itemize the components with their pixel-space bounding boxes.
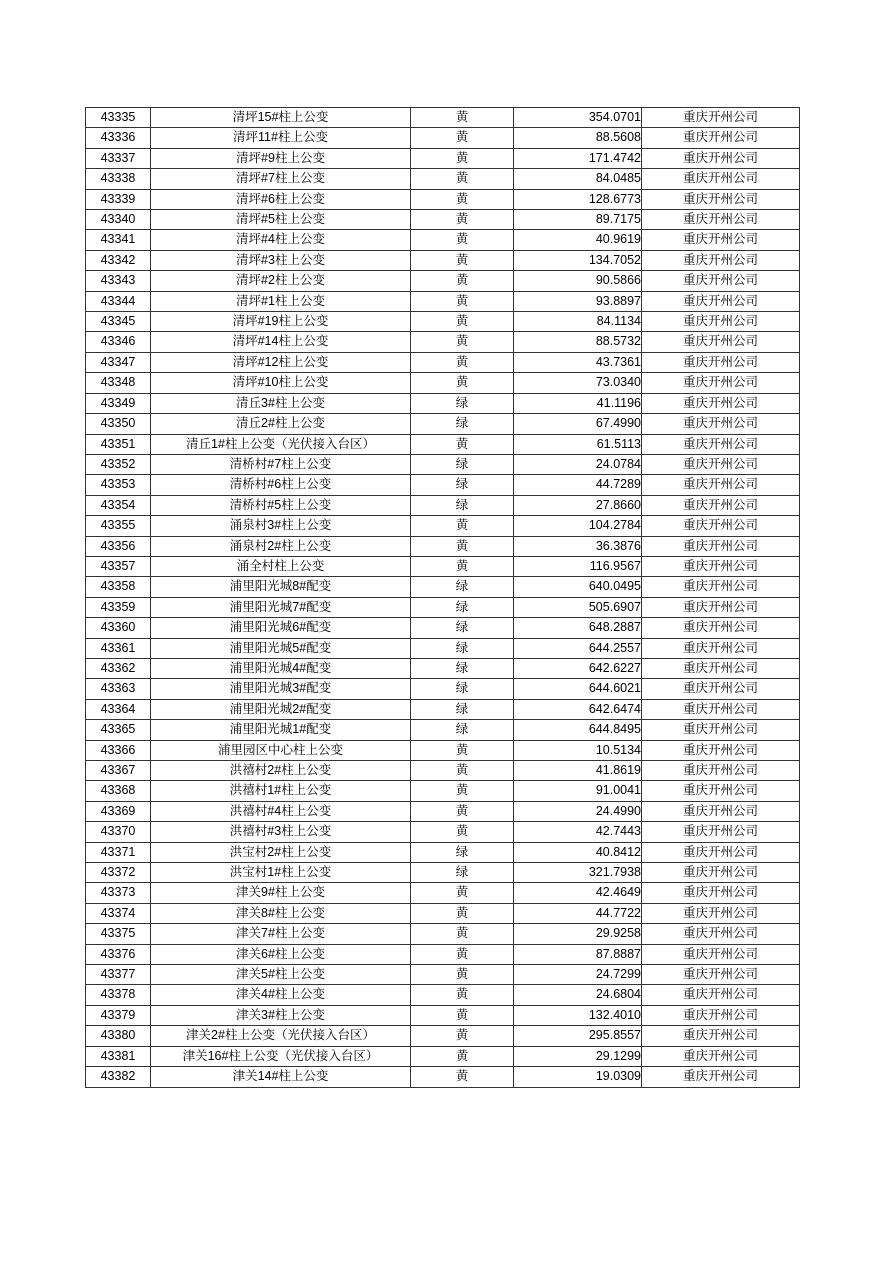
company-cell: 重庆开州公司 bbox=[642, 781, 800, 801]
name-cell: 清丘2#柱上公变 bbox=[151, 414, 411, 434]
company-cell: 重庆开州公司 bbox=[642, 1046, 800, 1066]
name-cell: 浦里阳光城7#配变 bbox=[151, 597, 411, 617]
table-row bbox=[86, 189, 800, 209]
table-row bbox=[86, 577, 800, 597]
name-cell: 清坪#6柱上公变 bbox=[151, 189, 411, 209]
table-row bbox=[86, 822, 800, 842]
table-row bbox=[86, 1005, 800, 1025]
name-cell: 浦里阳光城6#配变 bbox=[151, 618, 411, 638]
value-cell: 24.0784 bbox=[514, 454, 642, 474]
row-id-cell: 43343 bbox=[86, 271, 151, 291]
status-cell: 黄 bbox=[411, 128, 514, 148]
table-row bbox=[86, 638, 800, 658]
value-cell: 89.7175 bbox=[514, 210, 642, 230]
name-cell: 清坪#3柱上公变 bbox=[151, 250, 411, 270]
table-row bbox=[86, 373, 800, 393]
table-row bbox=[86, 312, 800, 332]
name-cell: 清桥村#7柱上公变 bbox=[151, 454, 411, 474]
status-cell: 黄 bbox=[411, 169, 514, 189]
row-id-cell: 43336 bbox=[86, 128, 151, 148]
row-id-cell: 43370 bbox=[86, 822, 151, 842]
name-cell: 清丘3#柱上公变 bbox=[151, 393, 411, 413]
table-row bbox=[86, 556, 800, 576]
table-row bbox=[86, 230, 800, 250]
table-row bbox=[86, 618, 800, 638]
status-cell: 黄 bbox=[411, 291, 514, 311]
table-row bbox=[86, 414, 800, 434]
table-row bbox=[86, 108, 800, 128]
status-cell: 黄 bbox=[411, 250, 514, 270]
name-cell: 洪禧村1#柱上公变 bbox=[151, 781, 411, 801]
row-id-cell: 43350 bbox=[86, 414, 151, 434]
row-id-cell: 43340 bbox=[86, 210, 151, 230]
status-cell: 黄 bbox=[411, 781, 514, 801]
row-id-cell: 43355 bbox=[86, 516, 151, 536]
status-cell: 黄 bbox=[411, 903, 514, 923]
row-id-cell: 43377 bbox=[86, 965, 151, 985]
value-cell: 354.0701 bbox=[514, 108, 642, 128]
value-cell: 648.2887 bbox=[514, 618, 642, 638]
value-cell: 128.6773 bbox=[514, 189, 642, 209]
value-cell: 24.7299 bbox=[514, 965, 642, 985]
status-cell: 黄 bbox=[411, 210, 514, 230]
name-cell: 津关6#柱上公变 bbox=[151, 944, 411, 964]
table-row bbox=[86, 1067, 800, 1087]
value-cell: 644.6021 bbox=[514, 679, 642, 699]
name-cell: 清坪#10柱上公变 bbox=[151, 373, 411, 393]
table-row bbox=[86, 781, 800, 801]
company-cell: 重庆开州公司 bbox=[642, 475, 800, 495]
row-id-cell: 43381 bbox=[86, 1046, 151, 1066]
row-id-cell: 43358 bbox=[86, 577, 151, 597]
status-cell: 绿 bbox=[411, 577, 514, 597]
status-cell: 黄 bbox=[411, 516, 514, 536]
status-cell: 黄 bbox=[411, 332, 514, 352]
value-cell: 88.5732 bbox=[514, 332, 642, 352]
row-id-cell: 43339 bbox=[86, 189, 151, 209]
table-row bbox=[86, 128, 800, 148]
row-id-cell: 43376 bbox=[86, 944, 151, 964]
company-cell: 重庆开州公司 bbox=[642, 965, 800, 985]
status-cell: 黄 bbox=[411, 1005, 514, 1025]
value-cell: 116.9567 bbox=[514, 556, 642, 576]
status-cell: 绿 bbox=[411, 414, 514, 434]
company-cell: 重庆开州公司 bbox=[642, 108, 800, 128]
company-cell: 重庆开州公司 bbox=[642, 740, 800, 760]
status-cell: 绿 bbox=[411, 454, 514, 474]
company-cell: 重庆开州公司 bbox=[642, 556, 800, 576]
value-cell: 505.6907 bbox=[514, 597, 642, 617]
transformer-table bbox=[85, 107, 800, 1088]
table-row bbox=[86, 1046, 800, 1066]
value-cell: 132.4010 bbox=[514, 1005, 642, 1025]
status-cell: 黄 bbox=[411, 312, 514, 332]
table-row bbox=[86, 475, 800, 495]
table-row bbox=[86, 352, 800, 372]
name-cell: 清坪#7柱上公变 bbox=[151, 169, 411, 189]
row-id-cell: 43354 bbox=[86, 495, 151, 515]
status-cell: 黄 bbox=[411, 944, 514, 964]
row-id-cell: 43361 bbox=[86, 638, 151, 658]
name-cell: 津关4#柱上公变 bbox=[151, 985, 411, 1005]
value-cell: 29.9258 bbox=[514, 924, 642, 944]
table-row bbox=[86, 516, 800, 536]
table-row bbox=[86, 393, 800, 413]
company-cell: 重庆开州公司 bbox=[642, 1026, 800, 1046]
status-cell: 黄 bbox=[411, 740, 514, 760]
row-id-cell: 43382 bbox=[86, 1067, 151, 1087]
name-cell: 清坪#19柱上公变 bbox=[151, 312, 411, 332]
company-cell: 重庆开州公司 bbox=[642, 597, 800, 617]
row-id-cell: 43369 bbox=[86, 801, 151, 821]
value-cell: 67.4990 bbox=[514, 414, 642, 434]
status-cell: 黄 bbox=[411, 108, 514, 128]
name-cell: 清坪#12柱上公变 bbox=[151, 352, 411, 372]
company-cell: 重庆开州公司 bbox=[642, 250, 800, 270]
name-cell: 浦里阳光城1#配变 bbox=[151, 720, 411, 740]
name-cell: 津关16#柱上公变（光伏接入台区） bbox=[151, 1046, 411, 1066]
value-cell: 10.5134 bbox=[514, 740, 642, 760]
row-id-cell: 43357 bbox=[86, 556, 151, 576]
name-cell: 洪宝村1#柱上公变 bbox=[151, 863, 411, 883]
status-cell: 绿 bbox=[411, 638, 514, 658]
table-row bbox=[86, 985, 800, 1005]
company-cell: 重庆开州公司 bbox=[642, 414, 800, 434]
value-cell: 27.8660 bbox=[514, 495, 642, 515]
value-cell: 171.4742 bbox=[514, 148, 642, 168]
company-cell: 重庆开州公司 bbox=[642, 761, 800, 781]
value-cell: 36.3876 bbox=[514, 536, 642, 556]
status-cell: 黄 bbox=[411, 985, 514, 1005]
table-row bbox=[86, 536, 800, 556]
value-cell: 642.6474 bbox=[514, 699, 642, 719]
name-cell: 津关7#柱上公变 bbox=[151, 924, 411, 944]
row-id-cell: 43360 bbox=[86, 618, 151, 638]
value-cell: 644.2557 bbox=[514, 638, 642, 658]
status-cell: 黄 bbox=[411, 1026, 514, 1046]
status-cell: 黄 bbox=[411, 271, 514, 291]
table-row bbox=[86, 944, 800, 964]
status-cell: 黄 bbox=[411, 148, 514, 168]
status-cell: 绿 bbox=[411, 842, 514, 862]
value-cell: 134.7052 bbox=[514, 250, 642, 270]
name-cell: 涌泉村3#柱上公变 bbox=[151, 516, 411, 536]
status-cell: 绿 bbox=[411, 679, 514, 699]
value-cell: 644.8495 bbox=[514, 720, 642, 740]
company-cell: 重庆开州公司 bbox=[642, 699, 800, 719]
value-cell: 642.6227 bbox=[514, 658, 642, 678]
status-cell: 绿 bbox=[411, 658, 514, 678]
name-cell: 浦里阳光城3#配变 bbox=[151, 679, 411, 699]
table-row bbox=[86, 658, 800, 678]
company-cell: 重庆开州公司 bbox=[642, 577, 800, 597]
name-cell: 洪禧村#3柱上公变 bbox=[151, 822, 411, 842]
table-row bbox=[86, 883, 800, 903]
name-cell: 涌泉村2#柱上公变 bbox=[151, 536, 411, 556]
company-cell: 重庆开州公司 bbox=[642, 189, 800, 209]
name-cell: 浦里园区中心柱上公变 bbox=[151, 740, 411, 760]
status-cell: 绿 bbox=[411, 720, 514, 740]
name-cell: 津关9#柱上公变 bbox=[151, 883, 411, 903]
name-cell: 清坪#14柱上公变 bbox=[151, 332, 411, 352]
name-cell: 清坪#2柱上公变 bbox=[151, 271, 411, 291]
row-id-cell: 43352 bbox=[86, 454, 151, 474]
table-row bbox=[86, 740, 800, 760]
table-row bbox=[86, 903, 800, 923]
name-cell: 浦里阳光城2#配变 bbox=[151, 699, 411, 719]
row-id-cell: 43368 bbox=[86, 781, 151, 801]
table-row bbox=[86, 924, 800, 944]
name-cell: 清坪15#柱上公变 bbox=[151, 108, 411, 128]
value-cell: 88.5608 bbox=[514, 128, 642, 148]
value-cell: 104.2784 bbox=[514, 516, 642, 536]
value-cell: 84.1134 bbox=[514, 312, 642, 332]
table-row bbox=[86, 761, 800, 781]
value-cell: 19.0309 bbox=[514, 1067, 642, 1087]
company-cell: 重庆开州公司 bbox=[642, 638, 800, 658]
row-id-cell: 43356 bbox=[86, 536, 151, 556]
company-cell: 重庆开州公司 bbox=[642, 618, 800, 638]
row-id-cell: 43353 bbox=[86, 475, 151, 495]
status-cell: 黄 bbox=[411, 822, 514, 842]
status-cell: 黄 bbox=[411, 883, 514, 903]
name-cell: 津关14#柱上公变 bbox=[151, 1067, 411, 1087]
name-cell: 津关5#柱上公变 bbox=[151, 965, 411, 985]
table-row bbox=[86, 271, 800, 291]
status-cell: 黄 bbox=[411, 230, 514, 250]
status-cell: 黄 bbox=[411, 1067, 514, 1087]
company-cell: 重庆开州公司 bbox=[642, 210, 800, 230]
company-cell: 重庆开州公司 bbox=[642, 944, 800, 964]
status-cell: 黄 bbox=[411, 434, 514, 454]
table-row bbox=[86, 699, 800, 719]
value-cell: 40.9619 bbox=[514, 230, 642, 250]
value-cell: 84.0485 bbox=[514, 169, 642, 189]
row-id-cell: 43335 bbox=[86, 108, 151, 128]
status-cell: 黄 bbox=[411, 965, 514, 985]
value-cell: 29.1299 bbox=[514, 1046, 642, 1066]
status-cell: 黄 bbox=[411, 536, 514, 556]
row-id-cell: 43375 bbox=[86, 924, 151, 944]
value-cell: 24.4990 bbox=[514, 801, 642, 821]
name-cell: 涌全村柱上公变 bbox=[151, 556, 411, 576]
name-cell: 清坪#4柱上公变 bbox=[151, 230, 411, 250]
status-cell: 黄 bbox=[411, 373, 514, 393]
value-cell: 43.7361 bbox=[514, 352, 642, 372]
company-cell: 重庆开州公司 bbox=[642, 985, 800, 1005]
name-cell: 清坪#9柱上公变 bbox=[151, 148, 411, 168]
value-cell: 24.6804 bbox=[514, 985, 642, 1005]
row-id-cell: 43372 bbox=[86, 863, 151, 883]
table-row bbox=[86, 720, 800, 740]
company-cell: 重庆开州公司 bbox=[642, 863, 800, 883]
company-cell: 重庆开州公司 bbox=[642, 720, 800, 740]
value-cell: 44.7722 bbox=[514, 903, 642, 923]
table-row bbox=[86, 148, 800, 168]
name-cell: 洪宝村2#柱上公变 bbox=[151, 842, 411, 862]
row-id-cell: 43337 bbox=[86, 148, 151, 168]
company-cell: 重庆开州公司 bbox=[642, 373, 800, 393]
table-row bbox=[86, 965, 800, 985]
company-cell: 重庆开州公司 bbox=[642, 903, 800, 923]
row-id-cell: 43338 bbox=[86, 169, 151, 189]
table-row bbox=[86, 1026, 800, 1046]
row-id-cell: 43367 bbox=[86, 761, 151, 781]
value-cell: 40.8412 bbox=[514, 842, 642, 862]
company-cell: 重庆开州公司 bbox=[642, 169, 800, 189]
company-cell: 重庆开州公司 bbox=[642, 230, 800, 250]
table-row bbox=[86, 863, 800, 883]
status-cell: 绿 bbox=[411, 495, 514, 515]
company-cell: 重庆开州公司 bbox=[642, 1005, 800, 1025]
row-id-cell: 43379 bbox=[86, 1005, 151, 1025]
table-row bbox=[86, 495, 800, 515]
row-id-cell: 43362 bbox=[86, 658, 151, 678]
name-cell: 津关8#柱上公变 bbox=[151, 903, 411, 923]
company-cell: 重庆开州公司 bbox=[642, 516, 800, 536]
table-row bbox=[86, 332, 800, 352]
name-cell: 清坪#5柱上公变 bbox=[151, 210, 411, 230]
company-cell: 重庆开州公司 bbox=[642, 822, 800, 842]
value-cell: 42.4649 bbox=[514, 883, 642, 903]
company-cell: 重庆开州公司 bbox=[642, 148, 800, 168]
value-cell: 42.7443 bbox=[514, 822, 642, 842]
table-row bbox=[86, 801, 800, 821]
name-cell: 津关2#柱上公变（光伏接入台区） bbox=[151, 1026, 411, 1046]
company-cell: 重庆开州公司 bbox=[642, 128, 800, 148]
table-row bbox=[86, 291, 800, 311]
status-cell: 绿 bbox=[411, 475, 514, 495]
name-cell: 清桥村#6柱上公变 bbox=[151, 475, 411, 495]
value-cell: 91.0041 bbox=[514, 781, 642, 801]
status-cell: 黄 bbox=[411, 556, 514, 576]
row-id-cell: 43344 bbox=[86, 291, 151, 311]
value-cell: 93.8897 bbox=[514, 291, 642, 311]
company-cell: 重庆开州公司 bbox=[642, 842, 800, 862]
table-row bbox=[86, 434, 800, 454]
company-cell: 重庆开州公司 bbox=[642, 679, 800, 699]
status-cell: 绿 bbox=[411, 863, 514, 883]
row-id-cell: 43345 bbox=[86, 312, 151, 332]
row-id-cell: 43348 bbox=[86, 373, 151, 393]
name-cell: 浦里阳光城8#配变 bbox=[151, 577, 411, 597]
company-cell: 重庆开州公司 bbox=[642, 352, 800, 372]
table-row bbox=[86, 454, 800, 474]
value-cell: 73.0340 bbox=[514, 373, 642, 393]
name-cell: 洪禧村#4柱上公变 bbox=[151, 801, 411, 821]
name-cell: 浦里阳光城4#配变 bbox=[151, 658, 411, 678]
name-cell: 清坪11#柱上公变 bbox=[151, 128, 411, 148]
status-cell: 黄 bbox=[411, 352, 514, 372]
value-cell: 640.0495 bbox=[514, 577, 642, 597]
row-id-cell: 43371 bbox=[86, 842, 151, 862]
company-cell: 重庆开州公司 bbox=[642, 332, 800, 352]
company-cell: 重庆开州公司 bbox=[642, 883, 800, 903]
status-cell: 黄 bbox=[411, 761, 514, 781]
company-cell: 重庆开州公司 bbox=[642, 312, 800, 332]
company-cell: 重庆开州公司 bbox=[642, 454, 800, 474]
name-cell: 洪禧村2#柱上公变 bbox=[151, 761, 411, 781]
status-cell: 黄 bbox=[411, 924, 514, 944]
company-cell: 重庆开州公司 bbox=[642, 1067, 800, 1087]
row-id-cell: 43347 bbox=[86, 352, 151, 372]
name-cell: 清坪#1柱上公变 bbox=[151, 291, 411, 311]
table-row bbox=[86, 210, 800, 230]
row-id-cell: 43373 bbox=[86, 883, 151, 903]
company-cell: 重庆开州公司 bbox=[642, 801, 800, 821]
value-cell: 61.5113 bbox=[514, 434, 642, 454]
row-id-cell: 43363 bbox=[86, 679, 151, 699]
status-cell: 黄 bbox=[411, 801, 514, 821]
table-row bbox=[86, 169, 800, 189]
table-row bbox=[86, 679, 800, 699]
row-id-cell: 43351 bbox=[86, 434, 151, 454]
company-cell: 重庆开州公司 bbox=[642, 658, 800, 678]
company-cell: 重庆开州公司 bbox=[642, 393, 800, 413]
name-cell: 清丘1#柱上公变（光伏接入台区） bbox=[151, 434, 411, 454]
company-cell: 重庆开州公司 bbox=[642, 291, 800, 311]
value-cell: 321.7938 bbox=[514, 863, 642, 883]
table-row bbox=[86, 597, 800, 617]
status-cell: 绿 bbox=[411, 618, 514, 638]
status-cell: 绿 bbox=[411, 699, 514, 719]
name-cell: 津关3#柱上公变 bbox=[151, 1005, 411, 1025]
row-id-cell: 43359 bbox=[86, 597, 151, 617]
row-id-cell: 43378 bbox=[86, 985, 151, 1005]
status-cell: 黄 bbox=[411, 1046, 514, 1066]
company-cell: 重庆开州公司 bbox=[642, 536, 800, 556]
row-id-cell: 43365 bbox=[86, 720, 151, 740]
row-id-cell: 43366 bbox=[86, 740, 151, 760]
name-cell: 清桥村#5柱上公变 bbox=[151, 495, 411, 515]
row-id-cell: 43374 bbox=[86, 903, 151, 923]
status-cell: 黄 bbox=[411, 189, 514, 209]
name-cell: 浦里阳光城5#配变 bbox=[151, 638, 411, 658]
value-cell: 90.5866 bbox=[514, 271, 642, 291]
company-cell: 重庆开州公司 bbox=[642, 271, 800, 291]
row-id-cell: 43380 bbox=[86, 1026, 151, 1046]
row-id-cell: 43364 bbox=[86, 699, 151, 719]
row-id-cell: 43341 bbox=[86, 230, 151, 250]
value-cell: 44.7289 bbox=[514, 475, 642, 495]
value-cell: 87.8887 bbox=[514, 944, 642, 964]
status-cell: 绿 bbox=[411, 597, 514, 617]
company-cell: 重庆开州公司 bbox=[642, 495, 800, 515]
table-row bbox=[86, 842, 800, 862]
row-id-cell: 43346 bbox=[86, 332, 151, 352]
table-body bbox=[86, 108, 800, 1088]
company-cell: 重庆开州公司 bbox=[642, 434, 800, 454]
value-cell: 295.8557 bbox=[514, 1026, 642, 1046]
row-id-cell: 43342 bbox=[86, 250, 151, 270]
company-cell: 重庆开州公司 bbox=[642, 924, 800, 944]
row-id-cell: 43349 bbox=[86, 393, 151, 413]
value-cell: 41.8619 bbox=[514, 761, 642, 781]
status-cell: 绿 bbox=[411, 393, 514, 413]
table-row bbox=[86, 250, 800, 270]
value-cell: 41.1196 bbox=[514, 393, 642, 413]
